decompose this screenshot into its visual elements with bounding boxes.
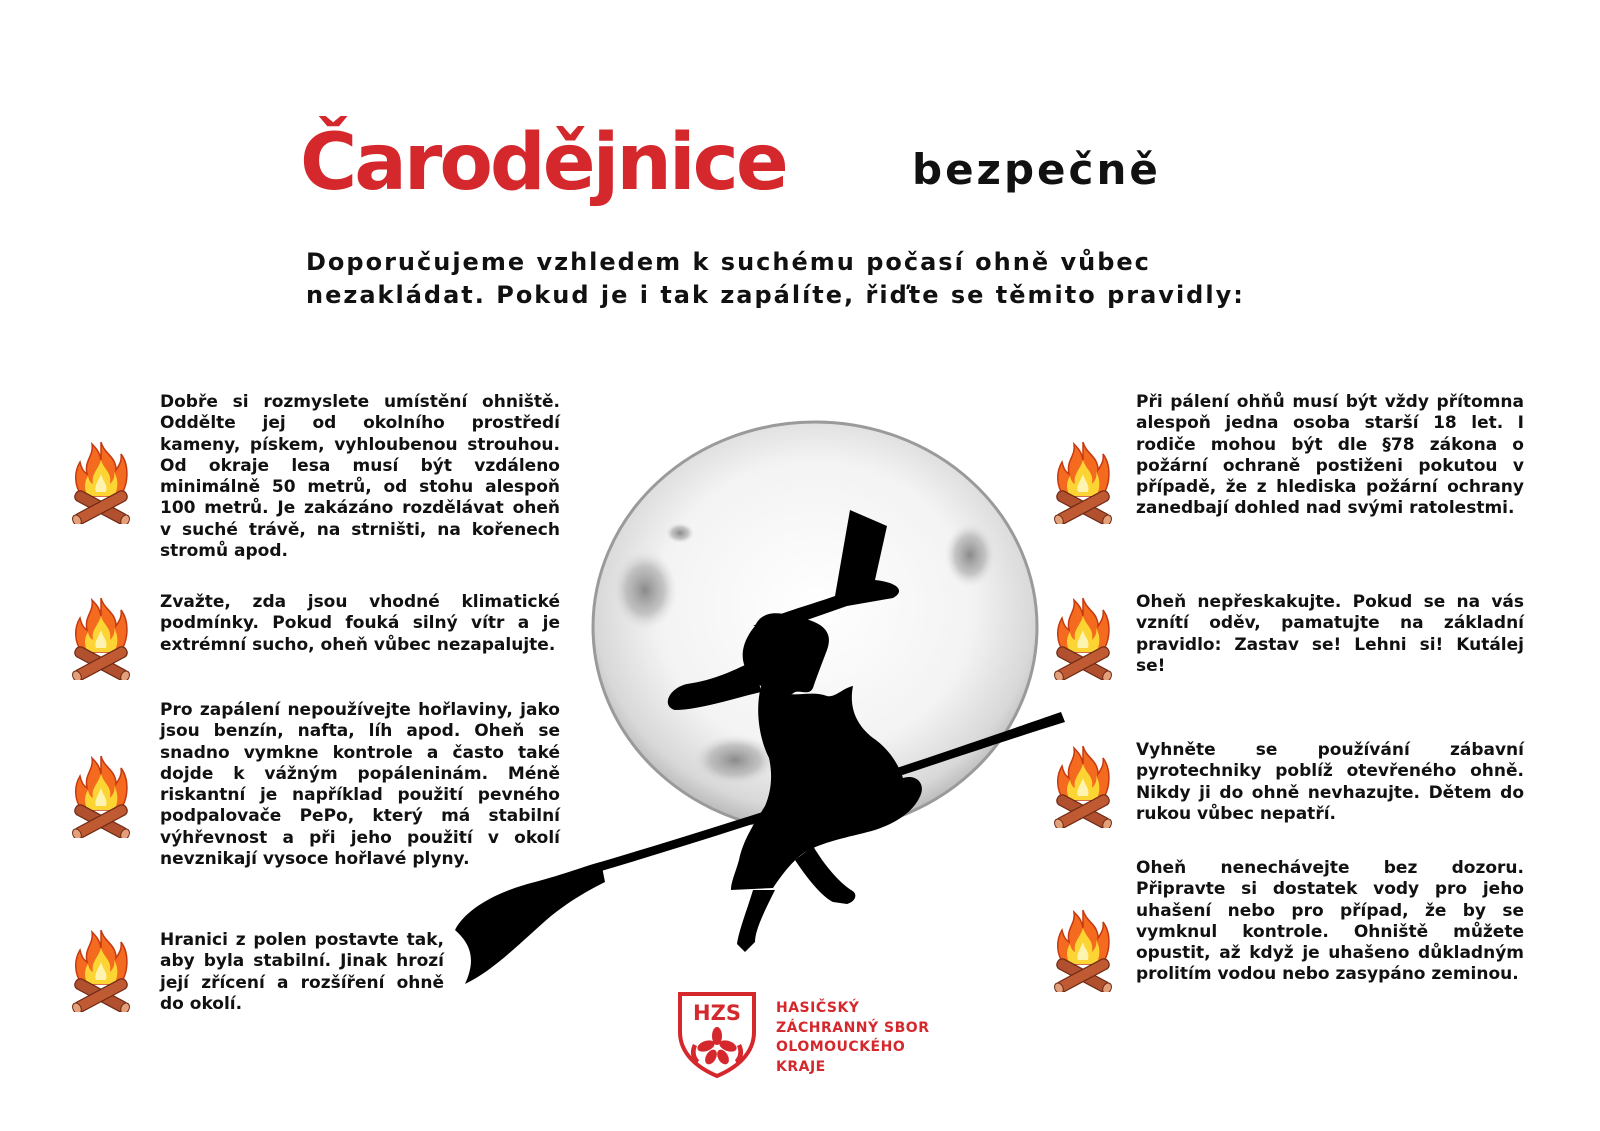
intro-line-2: nezakládat. Pokud je i tak zapálíte, řiďte se těmito pravidly: <box>306 281 1245 309</box>
campfire-icon <box>70 754 132 838</box>
rule-right-3: Vyhněte se používání zábavní pyrotechniky poblíž otevřeného ohně. Nikdy ji do ohně nevhazujte. Dětem do rukou vůbec nepatří. <box>1136 740 1524 824</box>
rule-right-1: Při pálení ohňů musí být vždy přítomna alespoň jedna osoba starší 18 let. I rodiče mohou být dle §78 zákona o požární ochraně postiženi pokutou v případě, že z hlediska požární ochrany zanedbají dohled nad svými ratolestmi. <box>1136 392 1524 519</box>
logo-line-2: ZÁCHRANNÝ SBOR <box>776 1019 930 1036</box>
campfire-icon <box>70 440 132 524</box>
rule-right-4: Oheň nenechávejte bez dozoru. Připravte si dostatek vody pro jeho uhašení nebo pro případ, že by se vymknul kontrole. Ohniště můžete opustit, až když je uhašeno důkladným prolitím vodou nebo zasypáno zeminou. <box>1136 858 1524 985</box>
campfire-icon <box>1052 744 1114 828</box>
title-subtitle: bezpečně <box>912 145 1161 194</box>
rule-left-1: Dobře si rozmyslete umístění ohniště. Oddělte jej od okolního prostředí kameny, pískem, vyhloubenou strouhou. Od okraje lesa musí být vzdáleno minimálně 50 metrů, od stohu alespoň 100 metrů. Je zakázáno rozdělávat oheň v suché trávě, na strništi, na kořenech stromů apod. <box>160 392 560 562</box>
logo-badge-text: HZS <box>693 1001 741 1025</box>
logo-line-3: OLOMOUCKÉHO <box>776 1039 906 1055</box>
rule-left-2: Zvažte, zda jsou vhodné klimatické podmínky. Pokud fouká silný vítr a je extrémní sucho, oheň vůbec nezapalujte. <box>160 592 560 655</box>
logo-line-1: HASIČSKÝ <box>776 1000 860 1016</box>
campfire-icon <box>1052 440 1114 524</box>
logo-line-4: KRAJE <box>776 1058 826 1075</box>
intro-line-1: Doporučujeme vzhledem k suchému počasí ohně vůbec <box>306 248 1151 276</box>
campfire-icon <box>1052 908 1114 992</box>
campfire-icon <box>70 928 132 1012</box>
campfire-icon <box>70 596 132 680</box>
title <box>300 108 1300 228</box>
intro-text <box>306 246 1306 312</box>
hzs-logo <box>672 990 762 1078</box>
rule-left-4: Hranici z polen postavte tak, aby byla stabilní. Jinak hrozí její zřícení a rozšíření ohně do okolí. <box>160 930 444 1014</box>
title-main: Čarodějnice <box>300 118 786 208</box>
logo-text <box>776 999 976 1077</box>
campfire-icon <box>1052 596 1114 680</box>
rule-right-2: Oheň nepřeskakujte. Pokud se na vás vznítí oděv, pamatujte na základní pravidlo: Zastav se! Lehni si! Kutálej se! <box>1136 592 1524 676</box>
rule-left-3: Pro zapálení nepoužívejte hořlaviny, jako jsou benzín, nafta, líh apod. Oheň se snadno vymkne kontrole a často také dojde k vážným popáleninám. Méně riskantní je například použití pevného podpalovače PePo, který má stabilní výhřevnost a při jeho použití v okolí nevznikají vysoce hořlavé plyny. <box>160 700 560 870</box>
